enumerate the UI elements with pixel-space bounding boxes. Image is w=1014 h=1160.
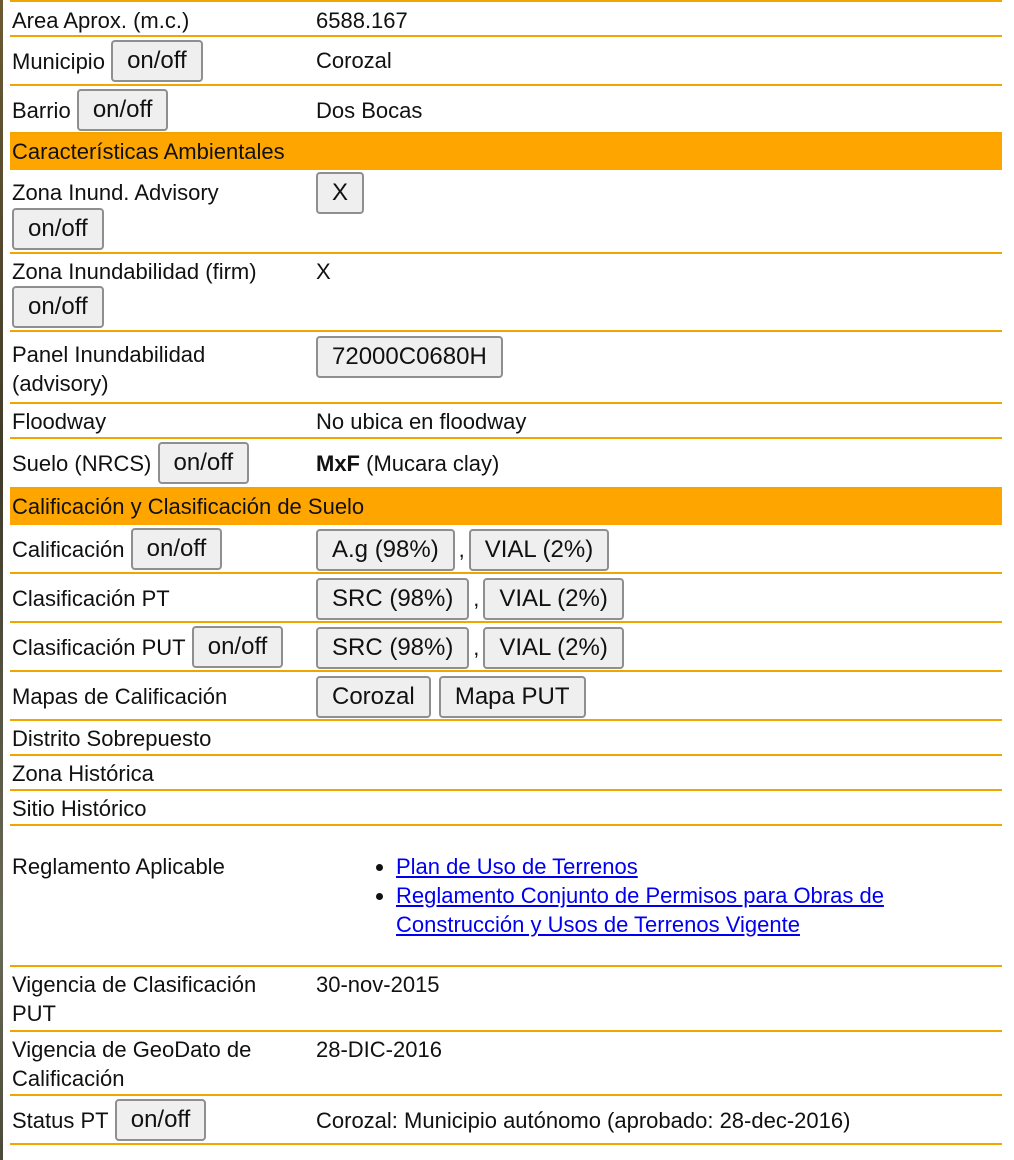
municipio-label: Municipio — [12, 48, 105, 74]
calificacion-vial-button[interactable]: VIAL (2%) — [469, 529, 609, 571]
suelo-code: MxF — [316, 451, 360, 476]
suelo-description: (Mucara clay) — [366, 451, 500, 476]
suelo-toggle-button[interactable]: on/off — [158, 442, 250, 484]
area-value: 6588.167 — [316, 8, 408, 33]
zona-advisory-value-button[interactable]: X — [316, 172, 364, 214]
row-mapas — [10, 672, 1002, 721]
area-label: Area Aprox. (m.c.) — [12, 8, 190, 33]
section-header-ambientales: Características Ambientales — [10, 134, 1002, 170]
row-panel-inundabilidad — [10, 332, 1002, 404]
row-barrio — [10, 86, 1002, 134]
zona-historica-label: Zona Histórica — [12, 761, 154, 786]
vigencia-put-label-line2: PUT — [12, 1001, 56, 1026]
reglamento-list-item — [396, 852, 972, 881]
sitio-historico-label: Sitio Histórico — [12, 796, 147, 821]
clasificacion-put-label: Clasificación PUT — [12, 634, 186, 660]
zona-advisory-toggle-button[interactable]: on/off — [12, 208, 104, 250]
mapa-corozal-button[interactable]: Corozal — [316, 676, 431, 718]
clasificacion-pt-src-button[interactable]: SRC (98%) — [316, 578, 469, 620]
barrio-label: Barrio — [12, 97, 71, 123]
reglamento-list — [372, 852, 972, 939]
window-edge — [0, 0, 3, 1160]
clasificacion-pt-separator: , — [473, 586, 480, 612]
panel-value-button[interactable]: 72000C0680H — [316, 336, 503, 378]
section-header-calificacion: Calificación y Clasificación de Suelo — [10, 489, 1002, 525]
row-distrito-sobrepuesto — [10, 721, 1002, 756]
barrio-value: Dos Bocas — [316, 98, 423, 123]
row-reglamento — [10, 826, 1002, 967]
municipio-toggle-button[interactable]: on/off — [111, 40, 203, 82]
row-area — [10, 0, 1002, 37]
zona-advisory-label: Zona Inund. Advisory — [12, 180, 219, 205]
calificacion-ag-button[interactable]: A.g (98%) — [316, 529, 455, 571]
calificacion-separator: , — [458, 537, 465, 563]
row-zona-historica — [10, 756, 1002, 791]
zona-firm-label: Zona Inundabilidad (firm) — [12, 259, 257, 284]
row-municipio — [10, 37, 1002, 86]
row-floodway — [10, 404, 1002, 439]
status-pt-toggle-button[interactable]: on/off — [115, 1099, 207, 1141]
zona-firm-value: X — [316, 259, 331, 284]
row-calificacion — [10, 525, 1002, 574]
reglamento-list-container — [372, 852, 972, 939]
row-vigencia-geodato — [10, 1032, 1002, 1096]
clasificacion-pt-label: Clasificación PT — [12, 586, 170, 611]
panel-label-line1: Panel Inundabilidad — [12, 342, 206, 367]
plan-uso-terrenos-link[interactable]: Plan de Uso de Terrenos — [396, 854, 638, 879]
row-clasificacion-pt — [10, 574, 1002, 623]
row-sitio-historico — [10, 791, 1002, 826]
clasificacion-pt-vial-button[interactable]: VIAL (2%) — [483, 578, 623, 620]
reglamento-list-item — [396, 881, 972, 939]
status-pt-value: Corozal: Municipio autónomo (aprobado: 28-dec-2016) — [316, 1108, 851, 1133]
row-zona-firm — [10, 254, 1002, 332]
zona-firm-toggle-button[interactable]: on/off — [12, 286, 104, 328]
calificacion-toggle-button[interactable]: on/off — [131, 528, 223, 570]
clasificacion-put-vial-button[interactable]: VIAL (2%) — [483, 627, 623, 669]
vigencia-put-value: 30-nov-2015 — [316, 972, 440, 997]
status-pt-label: Status PT — [12, 1107, 109, 1133]
reglamento-label: Reglamento Aplicable — [12, 854, 225, 879]
row-vigencia-put — [10, 967, 1002, 1032]
calificacion-label: Calificación — [12, 536, 125, 562]
vigencia-put-label-line1: Vigencia de Clasificación — [12, 972, 257, 997]
vigencia-geodato-label-line1: Vigencia de GeoDato de — [12, 1037, 252, 1062]
suelo-label: Suelo (NRCS) — [12, 450, 152, 476]
row-suelo — [10, 439, 1002, 489]
distrito-label: Distrito Sobrepuesto — [12, 726, 212, 751]
barrio-toggle-button[interactable]: on/off — [77, 89, 169, 131]
row-status-pt — [10, 1096, 1002, 1145]
municipio-value: Corozal — [316, 48, 392, 73]
property-info-panel — [10, 0, 1002, 1145]
floodway-value: No ubica en floodway — [316, 409, 527, 434]
clasificacion-put-toggle-button[interactable]: on/off — [192, 626, 284, 668]
clasificacion-put-src-button[interactable]: SRC (98%) — [316, 627, 469, 669]
vigencia-geodato-label-line2: Calificación — [12, 1066, 125, 1091]
vigencia-geodato-value: 28-DIC-2016 — [316, 1037, 442, 1062]
mapas-label: Mapas de Calificación — [12, 684, 228, 709]
floodway-label: Floodway — [12, 409, 107, 434]
reglamento-conjunto-link[interactable]: Reglamento Conjunto de Permisos para Obras de Construcción y Usos de Terrenos Vigente — [396, 883, 884, 937]
row-zona-advisory — [10, 170, 1002, 254]
clasificacion-put-separator: , — [473, 635, 480, 661]
row-clasificacion-put — [10, 623, 1002, 672]
mapa-put-button[interactable]: Mapa PUT — [439, 676, 586, 718]
panel-label-line2: (advisory) — [12, 371, 109, 396]
